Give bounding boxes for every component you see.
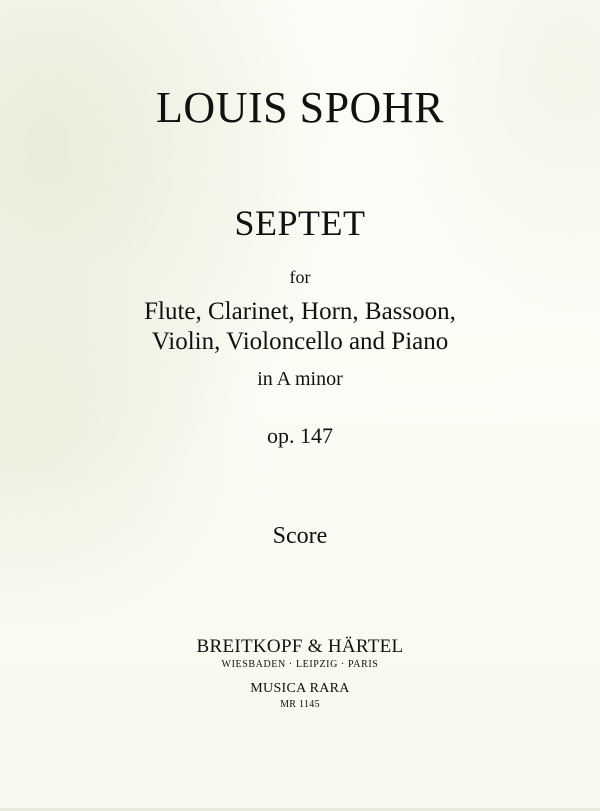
key-signature: in A minor: [257, 368, 343, 390]
catalog-number: MR 1145: [280, 699, 320, 710]
work-title: SEPTET: [234, 203, 366, 243]
for-label: for: [289, 267, 311, 287]
instrumentation-line-1: Flute, Clarinet, Horn, Bassoon,: [144, 298, 456, 325]
instrumentation-line-2: Violin, Violoncello and Piano: [151, 328, 449, 355]
composer-name: LOUIS SPOHR: [156, 83, 444, 132]
publisher-imprint: MUSICA RARA: [250, 681, 350, 696]
edition-type: Score: [272, 523, 328, 549]
publisher-name: BREITKOPF & HÄRTEL: [196, 636, 404, 657]
opus-number: op. 147: [267, 423, 333, 448]
publisher-cities: WIESBADEN · LEIPZIG · PARIS: [221, 659, 379, 670]
